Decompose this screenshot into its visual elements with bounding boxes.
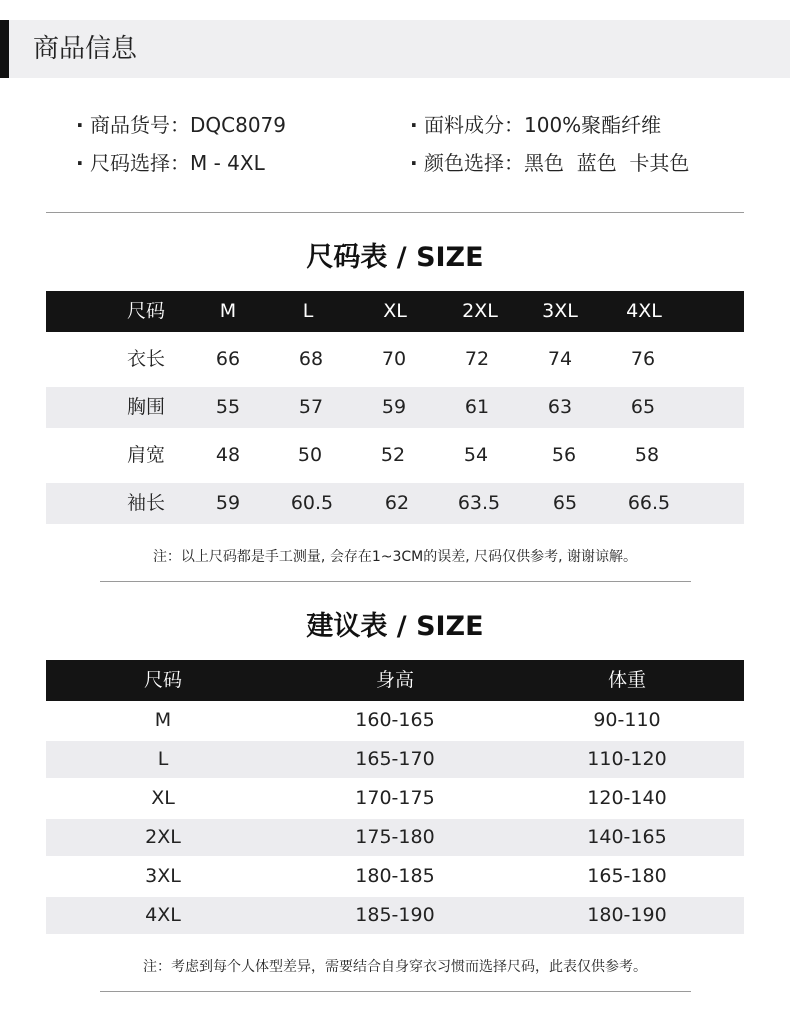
size-table-title: 尺码表 / SIZE — [306, 242, 484, 273]
table-row — [46, 780, 744, 817]
suggest-header-cell: 体重 — [607, 669, 646, 691]
row-label: 衣长 — [126, 348, 165, 370]
table-cell: 76 — [630, 348, 656, 370]
table-cell: L — [157, 748, 169, 770]
divider — [100, 991, 691, 992]
table-cell: 4XL — [145, 904, 181, 926]
size-header-cell: 尺码 — [126, 300, 165, 322]
table-cell: 140-165 — [587, 826, 667, 848]
table-cell: M — [154, 709, 172, 731]
table-cell: 120-140 — [587, 787, 667, 809]
size-table-header — [46, 291, 744, 332]
suggest-table-title: 建议表 / SIZE — [306, 611, 484, 642]
bullet-icon: · — [76, 151, 84, 175]
header-accent-bar — [0, 20, 9, 78]
row-label: 袖长 — [126, 492, 165, 514]
table-cell: 63 — [547, 396, 573, 418]
table-cell: 65 — [552, 492, 578, 514]
table-cell: 160-165 — [355, 709, 435, 731]
info-item-no: · 商品货号：DQC8079 — [76, 113, 287, 137]
table-cell: 180-190 — [587, 904, 667, 926]
table-cell: 74 — [547, 348, 573, 370]
table-cell: 175-180 — [355, 826, 435, 848]
section-header — [0, 20, 790, 78]
table-row — [46, 897, 744, 934]
table-cell: 68 — [298, 348, 324, 370]
table-row — [46, 741, 744, 778]
row-label: 胸围 — [126, 396, 165, 418]
table-cell: 59 — [381, 396, 407, 418]
table-cell: 55 — [215, 396, 241, 418]
info-fabric: · 面料成分：100%聚酯纤维 — [410, 113, 662, 137]
section-title-product-info: 商品信息 — [33, 34, 138, 64]
table-cell: 61 — [464, 396, 490, 418]
table-cell: 63.5 — [457, 492, 501, 514]
table-row — [46, 858, 744, 895]
table-cell: 58 — [634, 444, 660, 466]
table-cell: 54 — [463, 444, 489, 466]
table-cell: 3XL — [145, 865, 181, 887]
bullet-icon: · — [410, 151, 418, 175]
table-cell: 70 — [381, 348, 407, 370]
size-header-cell: 2XL — [462, 300, 498, 322]
table-cell: 185-190 — [355, 904, 435, 926]
table-cell: 57 — [298, 396, 324, 418]
table-cell: XL — [151, 787, 175, 809]
table-row — [46, 483, 744, 524]
size-header-cell: 4XL — [626, 300, 662, 322]
table-cell: 110-120 — [587, 748, 667, 770]
suggest-header-cell: 尺码 — [143, 669, 182, 691]
table-cell: 60.5 — [290, 492, 334, 514]
size-header-cell: M — [219, 300, 237, 322]
table-cell: 56 — [551, 444, 577, 466]
table-cell: 180-185 — [355, 865, 435, 887]
table-cell: 62 — [384, 492, 410, 514]
table-cell: 165-180 — [587, 865, 667, 887]
divider — [46, 212, 744, 213]
table-cell: 59 — [215, 492, 241, 514]
size-header-cell: L — [302, 300, 314, 322]
bullet-icon: · — [410, 113, 418, 137]
table-cell: 170-175 — [355, 787, 435, 809]
table-row — [46, 339, 744, 380]
table-row — [46, 387, 744, 428]
suggest-table-note: 注：考虑到每个人体型差异，需要结合自身穿衣习惯而选择尺码，此表仅供参考。 — [143, 959, 647, 975]
table-cell: 165-170 — [355, 748, 435, 770]
table-cell: 50 — [297, 444, 323, 466]
table-cell: 48 — [215, 444, 241, 466]
table-cell: 66.5 — [627, 492, 671, 514]
info-sizes: · 尺码选择：M - 4XL — [76, 151, 265, 175]
size-table-note: 注：以上尺码都是手工测量, 会存在1~3CM的误差, 尺码仅供参考, 谢谢谅解。 — [152, 549, 638, 565]
table-cell: 66 — [215, 348, 241, 370]
table-row — [46, 435, 744, 476]
size-header-cell: 3XL — [542, 300, 578, 322]
table-cell: 72 — [464, 348, 490, 370]
suggest-header-cell: 身高 — [375, 669, 414, 691]
bullet-icon: · — [76, 113, 84, 137]
divider — [100, 581, 691, 582]
size-header-cell: XL — [383, 300, 407, 322]
table-cell: 90-110 — [593, 709, 661, 731]
table-cell: 2XL — [145, 826, 181, 848]
table-row — [46, 819, 744, 856]
table-cell: 65 — [630, 396, 656, 418]
table-cell: 52 — [380, 444, 406, 466]
info-colors: · 颜色选择：黑色 蓝色 卡其色 — [410, 151, 690, 175]
row-label: 肩宽 — [126, 444, 165, 466]
suggest-table-header — [46, 660, 744, 701]
table-row — [46, 702, 744, 739]
